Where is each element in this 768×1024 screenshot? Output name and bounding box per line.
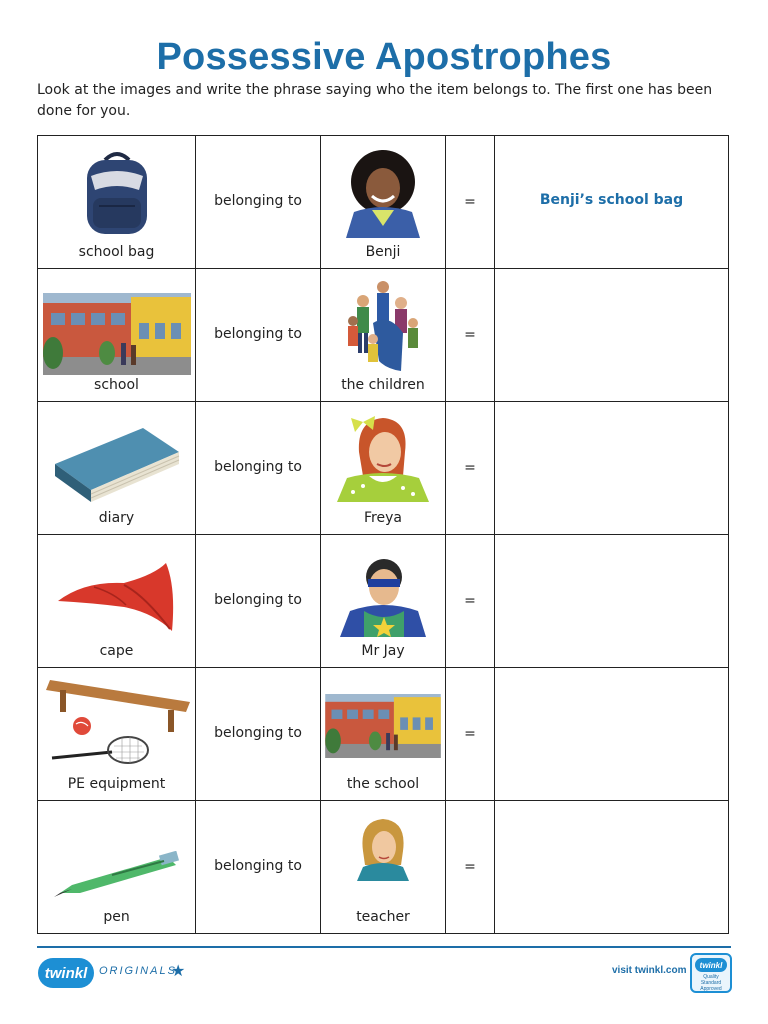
equals-sign: =: [464, 194, 476, 210]
children-image: [343, 273, 423, 373]
answer-text: [495, 269, 728, 401]
teacher-image: [355, 817, 411, 881]
table-row: [38, 801, 729, 934]
table-row: [38, 269, 729, 402]
owner-caption: Freya: [364, 510, 402, 526]
owner-caption: Mr Jay: [361, 643, 405, 659]
item-caption: PE equipment: [67, 776, 166, 792]
relation-label: belonging to: [214, 326, 302, 342]
owner-caption: the children: [341, 377, 425, 393]
badge-logo: twinkl: [695, 958, 727, 972]
originals-label: ORIGINALS: [99, 965, 177, 977]
school-image: [43, 293, 191, 375]
table-row: [38, 136, 729, 269]
answer-text: [495, 402, 728, 534]
relation-label: belonging to: [214, 858, 302, 874]
school-bag-image: [77, 146, 157, 238]
pe-equipment-image: [44, 676, 190, 766]
relation-label: belonging to: [214, 592, 302, 608]
relation-label: belonging to: [214, 459, 302, 475]
cape-image: [54, 557, 180, 637]
owner-caption: Benji: [365, 244, 401, 260]
item-caption: diary: [98, 510, 135, 526]
mr-jay-image: [338, 551, 428, 641]
diary-image: [51, 414, 183, 506]
answer-text: [495, 801, 728, 933]
equals-sign: =: [464, 460, 476, 476]
visit-link[interactable]: visit twinkl.com: [612, 965, 687, 976]
instructions: Look at the images and write the phrase saying who the item belongs to. The first one has been done for you.: [37, 82, 713, 119]
relation-label: belonging to: [214, 725, 302, 741]
item-caption: school: [94, 377, 139, 393]
answer-text: Benji’s school bag: [539, 192, 684, 208]
table-row: [38, 402, 729, 535]
owner-caption: the school: [346, 776, 420, 792]
the-school-image: [325, 694, 441, 758]
equals-sign: =: [464, 859, 476, 875]
equals-sign: =: [464, 726, 476, 742]
table-row: [38, 668, 729, 801]
item-caption: pen: [103, 909, 130, 925]
equals-sign: =: [464, 593, 476, 609]
answer-text: [495, 668, 728, 800]
page-title: Possessive Apostrophes: [156, 36, 612, 78]
badge-text: Quality Standard Approved: [700, 974, 722, 992]
worksheet-table: [37, 135, 729, 934]
footer-divider: [37, 946, 731, 948]
item-caption: cape: [99, 643, 134, 659]
owner-caption: teacher: [356, 909, 410, 925]
answer-text: [495, 535, 728, 667]
item-caption: school bag: [78, 244, 155, 260]
equals-sign: =: [464, 327, 476, 343]
quality-badge: [690, 953, 732, 993]
freya-image: [333, 412, 433, 502]
star-icon: ★: [171, 961, 186, 980]
benji-image: [342, 146, 424, 238]
twinkl-logo: twinkl: [38, 958, 94, 988]
relation-label: belonging to: [214, 193, 302, 209]
pen-image: [52, 851, 182, 901]
table-row: [38, 535, 729, 668]
